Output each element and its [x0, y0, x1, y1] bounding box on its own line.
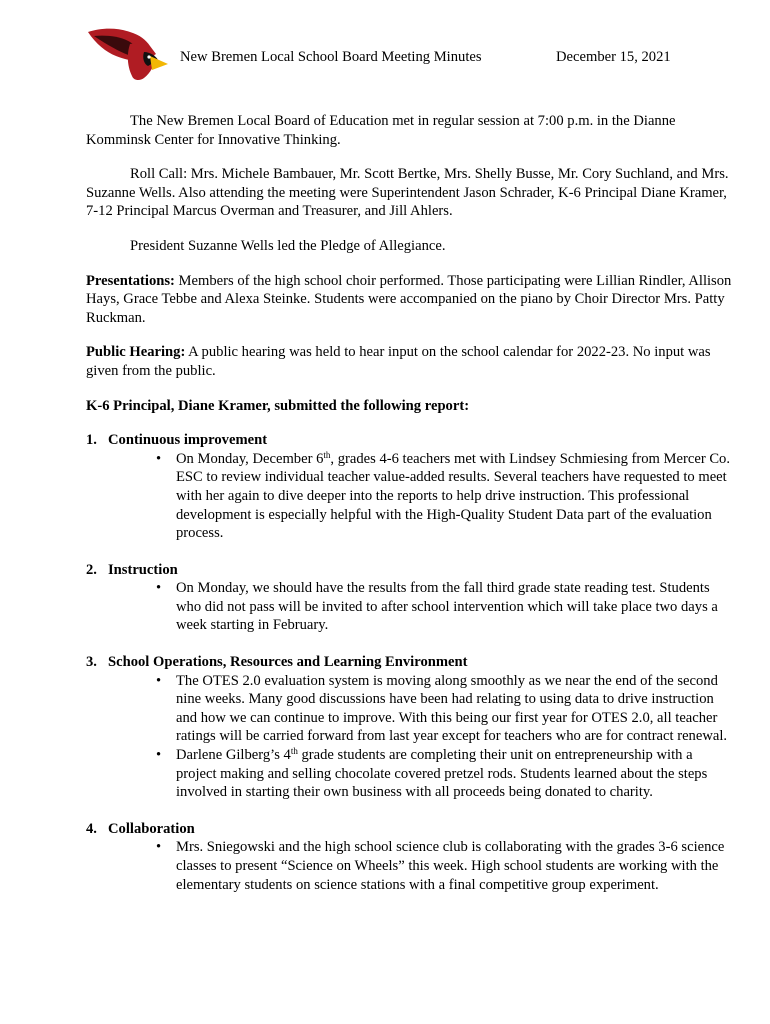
- report-item-number: 1.: [86, 432, 97, 449]
- report-item-title: [86, 561, 736, 580]
- bullet-superscript: th: [290, 746, 298, 757]
- bullet-text-cont: , grades 4-6 teachers met with Lindsey Schmiesing from Mercer Co. ESC to review individual teacher value-added results. Several teachers have requested to meet with her again to dive deeper into the reports to help drive instruction. This professional development is especially helpful with the High-Quality Student Data part of the evaluation process.: [176, 450, 731, 542]
- bullet-text: The OTES 2.0 evaluation system is moving along smoothly as we near the end of the second nine weeks. Many good discussions have been had relating to using data to drive instruction and how we can continue to improve. With this being our first year for OTES 2.0, all teacher ratings will be carried forward from last year except for teachers who are for contract renewal.: [176, 672, 728, 745]
- report-item-number: 4.: [86, 820, 97, 837]
- bullet-text: On Monday, we should have the results from the fall third grade state reading test. Students who did not pass will be invited to after school intervention which will take place two days a week starting in February.: [176, 580, 718, 634]
- cardinal-beak: [150, 56, 168, 70]
- bullet-item: [156, 579, 736, 635]
- report-item: [86, 561, 736, 635]
- bullet-item: [156, 838, 736, 894]
- bullet-icon: •: [156, 747, 162, 764]
- report-item-title: [86, 431, 736, 450]
- public-hearing-text: A public hearing was held to hear input on the school calendar for 2022-23. No input was given from the public.: [86, 344, 711, 379]
- bullet-icon: •: [156, 839, 162, 856]
- public-hearing-label: Public Hearing:: [86, 344, 186, 361]
- cardinal-logo-icon: [86, 26, 170, 82]
- bullet-list: [86, 672, 736, 802]
- cardinal-eye: [147, 55, 150, 58]
- bullet-text: Mrs. Sniegowski and the high school science club is collaborating with the grades 3-6 science classes to present “Science on Wheels” this week. High school students are working with the elementary students on science stations with a final competitive group experiment.: [176, 839, 725, 893]
- header-date: December 15, 2021: [556, 49, 671, 65]
- bullet-icon: •: [156, 672, 162, 689]
- bullet-item: [156, 672, 736, 746]
- report-item-title: [86, 653, 736, 672]
- bullet-icon: •: [156, 450, 162, 467]
- report-item-number: 2.: [86, 561, 97, 578]
- public-hearing-paragraph: [86, 343, 736, 380]
- report-list: [86, 431, 736, 894]
- presentations-paragraph: [86, 272, 736, 328]
- roll-call-paragraph: Roll Call: Mrs. Michele Bambauer, Mr. Scott Bertke, Mrs. Shelly Busse, Mr. Cory Suchland, and Mrs. Suzanne Wells. Also attending the meeting were Superintendent Jason Schrader, K-6 Principal Diane Kramer, 7-12 Principal Marcus Overman and Treasurer, and Jill Ahlers.: [86, 166, 729, 220]
- bullet-text-cont: grade students are completing their unit on entrepreneurship with a project making and selling chocolate covered pretzel rods. Students learned about the steps involved in starting their own business with all proceeds being donated to charity.: [176, 747, 708, 801]
- bullet-superscript: th: [323, 449, 331, 460]
- bullet-item: [156, 746, 736, 802]
- bullet-text: On Monday, December 6: [176, 450, 324, 467]
- minutes-body: [86, 112, 736, 912]
- report-item-title-text: Collaboration: [108, 820, 195, 837]
- report-item-title-text: School Operations, Resources and Learning Environment: [108, 654, 468, 671]
- presentations-text: Members of the high school choir performed. Those participating were Lillian Rindler, Allison Hays, Grace Tebbe and Alexa Steinke. Students were accompanied on the piano by Choir Director Mrs. Patty Ruckman.: [86, 272, 732, 326]
- report-item: [86, 431, 736, 543]
- report-heading: K-6 Principal, Diane Kramer, submitted the following report:: [86, 397, 470, 414]
- report-item: [86, 820, 736, 894]
- presentations-label: Presentations:: [86, 272, 175, 289]
- bullet-list: [86, 838, 736, 894]
- bullet-text: Darlene Gilberg’s 4: [176, 747, 291, 764]
- report-item-title: [86, 820, 736, 839]
- report-item: [86, 653, 736, 802]
- bullet-icon: •: [156, 580, 162, 597]
- intro-paragraph: The New Bremen Local Board of Education met in regular session at 7:00 p.m. in the Dianne Komminsk Center for Innovative Thinking.: [86, 113, 676, 148]
- report-item-title-text: Continuous improvement: [108, 432, 268, 449]
- report-item-number: 3.: [86, 654, 97, 671]
- pledge-paragraph: President Suzanne Wells led the Pledge of Allegiance.: [130, 237, 446, 254]
- report-item-title-text: Instruction: [108, 561, 178, 578]
- bullet-list: [86, 579, 736, 635]
- bullet-item: [156, 449, 736, 543]
- header-title: New Bremen Local School Board Meeting Minutes: [180, 49, 482, 65]
- bullet-list: [86, 450, 736, 543]
